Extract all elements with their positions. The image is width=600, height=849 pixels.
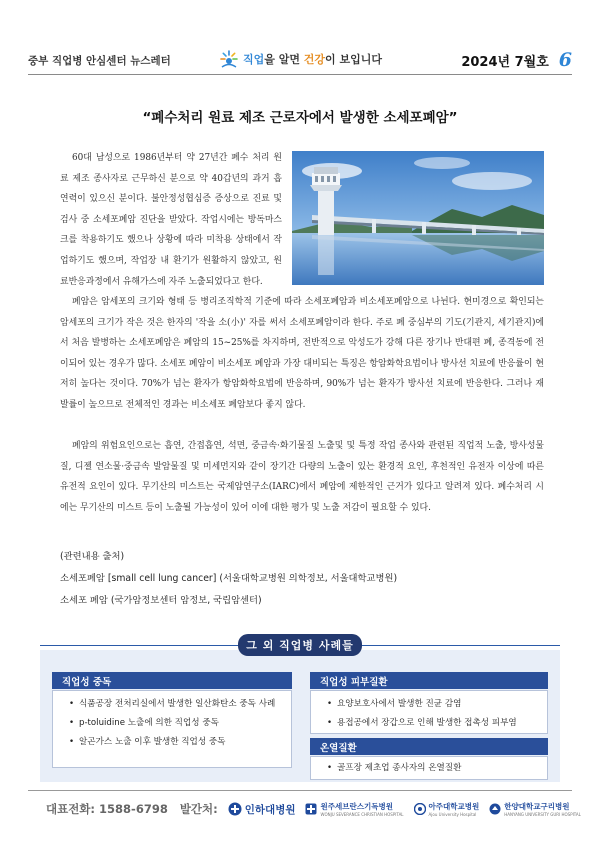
case-item: • 식품공장 전처리실에서 발생한 일산화탄소 중독 사례 xyxy=(69,695,291,714)
reference-item: 소세포 폐암 (국가암정보센터 암정보, 국립암센터) xyxy=(60,594,262,606)
ajou-emblem-icon xyxy=(414,803,426,815)
cases-banner: 그 외 직업병 사례들 xyxy=(238,634,362,656)
issue-date: 2024년 7월호 xyxy=(461,55,549,70)
water-tower-bridge-photo xyxy=(292,151,544,285)
sunburst-logo-icon xyxy=(218,48,240,70)
publisher-label: 발간처: xyxy=(179,802,218,816)
slogan-part1: 직업 xyxy=(242,53,265,66)
slogan xyxy=(218,48,382,70)
slogan-part3: 건강 xyxy=(303,53,326,66)
newsletter-header xyxy=(28,48,572,72)
wonju-severance-logo: 원주세브란스기독병원 WONJU SEVERANCE CHRISTIAN HOSPITAL xyxy=(305,801,403,817)
inha-emblem-icon xyxy=(228,802,242,816)
article-paragraph-1: 60대 남성으로 1986년부터 약 27년간 폐수 처리 원료 제조 종사자로 근무하신 분으로 약 40갑년의 과거 흡연력이 있으신 분이다. 불안정성협심증 증상으로 진료 및 검사 중 소세포폐암 진단을 받았다. 작업시에는 방독마스크를 착용하기도 했으나 상황에 따라 미착용 상태에서 작업하기도 했으며, 작업장 내 환기가 원활하지 않았고, 원료반응과정에서 유해가스에 자주 노출되었다고 한다. xyxy=(60,153,282,287)
references xyxy=(60,546,397,611)
article-title: “폐수처리 원료 제조 근로자에서 발생한 소세포폐암” xyxy=(142,110,458,126)
case-item: • 용접공에서 장갑으로 인해 발생한 접촉성 피부염 xyxy=(327,714,547,733)
article-paragraph-3: 폐암의 위험요인으로는 흡연, 간접흡연, 석면, 중금속·화기물질 노출및 및 특정 작업 종사와 관련된 직업적 노출, 방사성물질, 디젤 연소물·중금속 발암물질 및 미세먼지와 같이 장기간 다량의 노출이 있는 환경적 요인, 후천적인 유전자 이상에 따른 유전적 요인이 있다. 무기산의 미스트는 국제암연구소(IARC)에서 폐암에 제한적인 근거가 있다고 알려져 있다. 폐수처리 시에는 무기산의 미스트 등이 노출될 가능성이 있어 이에 대한 평가 및 노출 저감이 필요할 수 있다. xyxy=(60,441,544,513)
case-item: • 요양보호사에서 발생한 진균 감염 xyxy=(327,695,547,714)
category-box-heat xyxy=(310,756,548,780)
page-number: 6 xyxy=(558,49,572,71)
case-item: • p-toluidine 노출에 의한 직업성 중독 xyxy=(69,714,291,733)
case-item: • 알곤가스 노출 이후 발생한 직업성 중독 xyxy=(69,733,291,752)
hanyang-emblem-icon xyxy=(489,803,501,815)
ajou-hospital-logo: 아주대학교병원 Ajou University Hospital xyxy=(414,801,480,817)
category-header-heat: 온열질환 xyxy=(310,738,548,755)
footer-divider xyxy=(28,790,572,791)
footer xyxy=(46,798,581,820)
category-box-skin xyxy=(310,690,548,734)
newsletter-name: 중부 직업병 안심센터 뉴스레터 xyxy=(28,55,171,67)
phone-number: 대표전화: 1588-6798 xyxy=(46,802,168,816)
article-paragraph-2-text: 폐암은 암세포의 크기와 형태 등 병리조직학적 기준에 따라 소세포폐암과 비소세포폐암으로 나뉜다. 현미경으로 확인되는 암세포의 크기가 작은 것은 한자의 '작을 소(小)' 자를 써서 소세포폐암이라 한다. 주로 폐 중심부의 기도(기관지, 세기관지)에서 처음 발병하는 소세포폐암은 폐암의 15~25%를 차지하며, 전반적으로 악성도가 강해 다른 장기나 반대편 폐, 종격동에 전이되어 있는 경우가 많다. 소세포 폐암이 비소세포 폐암과 가장 대비되는 특징은 항암화학요법이나 방사선 치료에 반응률이 현저히 높다는 것이다. 70%가 넘는 환자가 항암화학요법에 반응하며, 90%가 넘는 환자가 방사선 치료에 반응한다. 그러나 재발률이 높으므로 전체적인 경과는 비소세포 폐암보다 좋지 않다. xyxy=(60,297,544,410)
references-heading: (관련내용 출처) xyxy=(60,551,125,562)
slogan-part2: 을 알면 xyxy=(264,53,304,66)
severance-emblem-icon xyxy=(305,803,317,815)
slogan-part4: 이 보입니다 xyxy=(325,53,383,66)
category-box-poisoning xyxy=(52,690,292,768)
category-header-poisoning: 직업성 중독 xyxy=(52,672,292,689)
reference-item: 소세포폐암 [small cell lung cancer] (서울대학교병원 의학정보, 서울대학교병원) xyxy=(60,572,398,584)
category-header-skin: 직업성 피부질환 xyxy=(310,672,548,689)
case-item: • 골프장 제초업 종사자의 온열질환 xyxy=(327,759,547,778)
hanyang-guri-logo: 한양대학교구리병원 HANYANG UNIVERSITY GURI HOSPITAL xyxy=(489,801,581,817)
header-divider xyxy=(28,74,572,75)
inha-hospital-logo: 인하대병원 xyxy=(228,802,296,817)
article-paragraph-2 xyxy=(60,292,544,416)
